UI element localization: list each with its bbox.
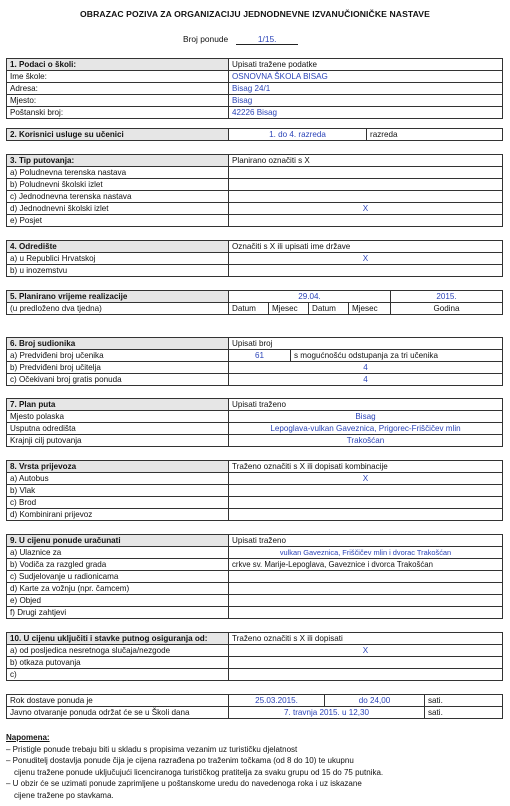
option-mark: X xyxy=(229,253,503,265)
field-value xyxy=(229,595,503,607)
field-label: Ime škole: xyxy=(7,71,229,83)
teachers-count: 4 xyxy=(229,362,503,374)
month-label: Mjesec xyxy=(349,303,391,315)
option-label: b) u inozemstvu xyxy=(7,265,229,277)
option-mark xyxy=(229,215,503,227)
option-label: a) Poludnevna terenska nastava xyxy=(7,167,229,179)
field-value: Bisag 24/1 xyxy=(229,83,503,95)
field-value xyxy=(229,607,503,619)
section-destination xyxy=(6,240,503,277)
note-item-continued: cijene tražene po stavkama. xyxy=(14,790,114,800)
option-mark xyxy=(229,167,503,179)
section-header: 4. Odredište xyxy=(7,241,229,253)
option-mark xyxy=(229,509,503,521)
deadline-label: Rok dostave ponuda je xyxy=(7,695,229,707)
year-value: 2015. xyxy=(391,291,503,303)
section-header: 7. Plan puta xyxy=(7,399,229,411)
month-label: Mjesec xyxy=(269,303,309,315)
option-label: b) otkaza putovanja xyxy=(7,657,229,669)
option-label: b) Vlak xyxy=(7,485,229,497)
section-header: 3. Tip putovanja: xyxy=(7,155,229,167)
deadline-date: 25.03.2015. xyxy=(229,695,325,707)
field-value: Bisag xyxy=(229,411,503,423)
opening-value: 7. travnja 2015. u 12,30 xyxy=(229,707,425,719)
section-students xyxy=(6,128,503,141)
option-label: a) od posljedica nesretnoga slučaja/nezgode xyxy=(7,645,229,657)
date-label: Datum xyxy=(309,303,349,315)
section-header: 5. Planirano vrijeme realizacije xyxy=(7,291,229,303)
field-value: OSNOVNA ŠKOLA BISAG xyxy=(229,71,503,83)
section-school xyxy=(6,58,503,119)
option-label: d) Kombinirani prijevoz xyxy=(7,509,229,521)
field-value xyxy=(229,583,503,595)
note-item: – Ponuditelj dostavlja ponude čija je cijena razrađena po traženim točkama (od 8 do 10) te ukupnu xyxy=(6,756,354,765)
section-route xyxy=(6,398,503,447)
offer-value: 1/15. xyxy=(236,34,298,45)
field-label: b) Predviđeni broj učitelja xyxy=(7,362,229,374)
section-hint: Upisati traženo xyxy=(229,535,503,547)
students-count: 61 xyxy=(229,350,291,362)
option-label: c) Jednodnevna terenska nastava xyxy=(7,191,229,203)
offer-label: Broj ponude xyxy=(183,34,229,44)
option-mark xyxy=(229,265,503,277)
timing-note: (u predloženo dva tjedna) xyxy=(7,303,229,315)
field-value: Bisag xyxy=(229,95,503,107)
option-label: a) Autobus xyxy=(7,473,229,485)
field-value: vulkan Gaveznica, Friščičev mlin i dvorac Trakošćan xyxy=(229,547,503,559)
option-mark xyxy=(229,191,503,203)
field-label: d) Karte za vožnju (npr. čamcem) xyxy=(7,583,229,595)
grades-suffix: razreda xyxy=(367,129,503,141)
section-hint: Označiti s X ili upisati ime države xyxy=(229,241,503,253)
field-value xyxy=(229,571,503,583)
field-value: Trakošćan xyxy=(229,435,503,447)
option-label: e) Posjet xyxy=(7,215,229,227)
section-hint: Upisati traženo xyxy=(229,399,503,411)
date-value: 29.04. xyxy=(229,291,391,303)
field-label: Poštanski broj: xyxy=(7,107,229,119)
field-value: 42226 Bisag xyxy=(229,107,503,119)
section-hint: Traženo označiti s X ili dopisati kombinacije xyxy=(229,461,503,473)
opening-suffix: sati. xyxy=(425,707,503,719)
option-label: d) Jednodnevni školski izlet xyxy=(7,203,229,215)
field-value: Lepoglava-vulkan Gaveznica, Prigorec-Friščičev mlin xyxy=(229,423,503,435)
field-label: c) Sudjelovanje u radionicama xyxy=(7,571,229,583)
section-deadlines xyxy=(6,694,503,719)
field-label: Usputna odredišta xyxy=(7,423,229,435)
option-label: c) Brod xyxy=(7,497,229,509)
field-label: b) Vodiča za razgled grada xyxy=(7,559,229,571)
option-label: a) u Republici Hrvatskoj xyxy=(7,253,229,265)
form-title: OBRAZAC POZIVA ZA ORGANIZACIJU JEDNODNEVNE IZVANUČIONIČKE NASTAVE xyxy=(80,9,430,19)
year-label: Godina xyxy=(391,303,503,315)
field-label: Mjesto polaska xyxy=(7,411,229,423)
section-trip-type xyxy=(6,154,503,227)
gratis-count: 4 xyxy=(229,374,503,386)
opening-label: Javno otvaranje ponuda održat će se u Školi dana xyxy=(7,707,229,719)
section-transport xyxy=(6,460,503,521)
field-label: Mjesto: xyxy=(7,95,229,107)
option-label: b) Poludnevni školski izlet xyxy=(7,179,229,191)
option-mark xyxy=(229,179,503,191)
students-note: s mogućnošću odstupanja za tri učenika xyxy=(291,350,503,362)
field-label: f) Drugi zahtjevi xyxy=(7,607,229,619)
field-label: e) Objed xyxy=(7,595,229,607)
option-mark xyxy=(229,485,503,497)
note-item-continued: cijenu tražene ponude uključujući licenciranoga turističkog pratitelja za svaku grupu od 15 do 75 putnika. xyxy=(14,767,384,777)
field-label: a) Ulaznice za xyxy=(7,547,229,559)
option-mark xyxy=(229,497,503,509)
notes-heading: Napomena: xyxy=(6,733,50,742)
option-mark: X xyxy=(229,645,503,657)
option-mark: X xyxy=(229,473,503,485)
section-participants xyxy=(6,337,503,386)
section-timing xyxy=(6,290,503,315)
deadline-suffix: sati. xyxy=(425,695,503,707)
deadline-time: do 24,00 xyxy=(325,695,425,707)
field-label: a) Predviđeni broj učenika xyxy=(7,350,229,362)
section-header: 10. U cijenu uključiti i stavke putnog osiguranja od: xyxy=(7,633,229,645)
note-item: – U obzir će se uzimati ponude zaprimljene u poštanskome uredu do navedenoga roka i uz iskazane xyxy=(6,779,362,788)
section-hint: Upisati tražene podatke xyxy=(229,59,503,71)
option-mark xyxy=(229,657,503,669)
section-hint: Planirano označiti s X xyxy=(229,155,503,167)
field-value: crkve sv. Marije-Lepoglava, Gaveznice i dvorca Trakošćan xyxy=(229,559,503,571)
section-hint: Traženo označiti s X ili dopisati xyxy=(229,633,503,645)
option-mark: X xyxy=(229,203,503,215)
notes xyxy=(6,732,501,801)
section-header: 9. U cijenu ponude uračunati xyxy=(7,535,229,547)
section-included xyxy=(6,534,503,619)
date-label: Datum xyxy=(229,303,269,315)
section-header: 1. Podaci o školi: xyxy=(7,59,229,71)
section-header: 8. Vrsta prijevoza xyxy=(7,461,229,473)
offer-number xyxy=(183,34,298,45)
field-label: Krajnji cilj putovanja xyxy=(7,435,229,447)
option-label: c) xyxy=(7,669,229,681)
section-header: 2. Korisnici usluge su učenici xyxy=(7,129,229,141)
section-insurance xyxy=(6,632,503,681)
section-header: 6. Broj sudionika xyxy=(7,338,229,350)
grades-value: 1. do 4. razreda xyxy=(229,129,367,141)
note-item: – Pristigle ponude trebaju biti u skladu s propisima vezanim uz turističku djelatnost xyxy=(6,744,298,754)
field-label: c) Očekivani broj gratis ponuda xyxy=(7,374,229,386)
option-mark xyxy=(229,669,503,681)
field-label: Adresa: xyxy=(7,83,229,95)
section-hint: Upisati broj xyxy=(229,338,503,350)
